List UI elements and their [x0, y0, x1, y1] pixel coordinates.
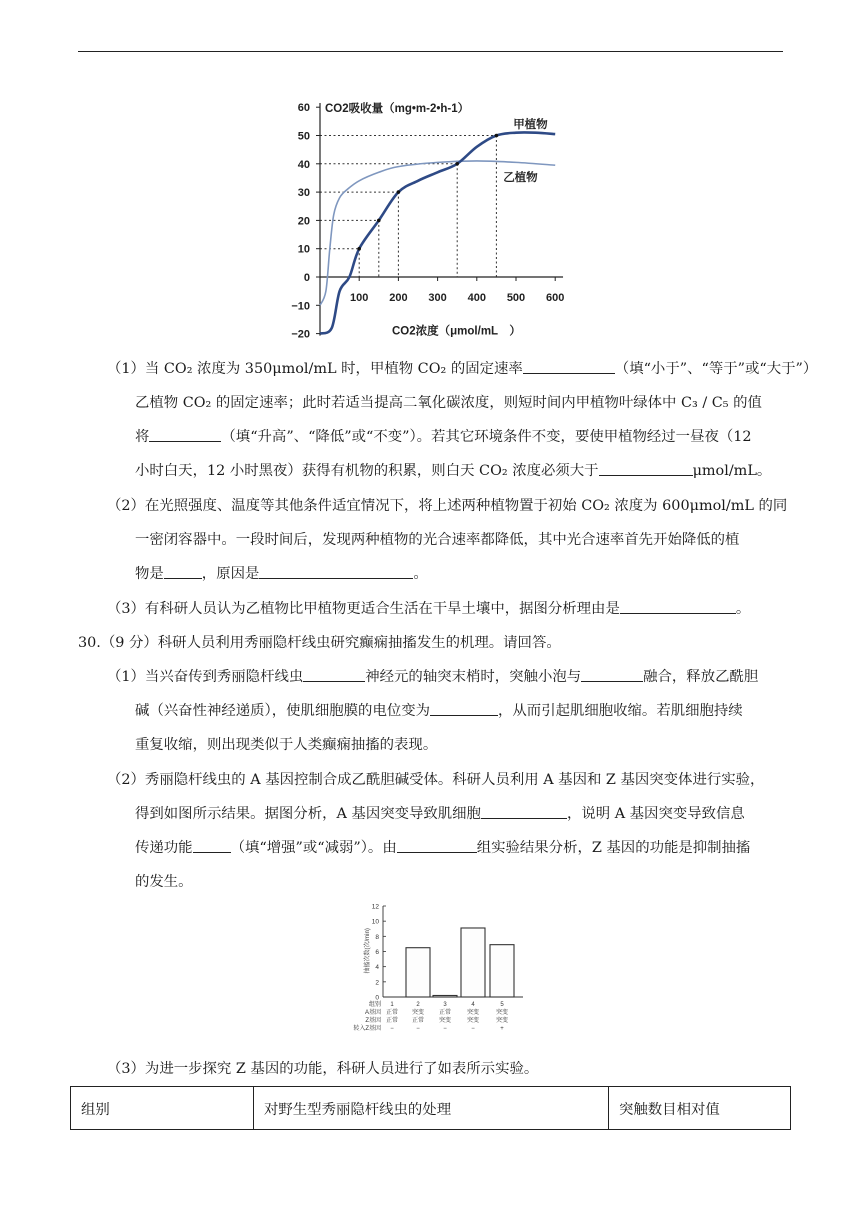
group-number: 4 — [471, 1002, 475, 1008]
y-tick-label: 6 — [375, 949, 379, 956]
y-tick-label: 30 — [297, 187, 310, 200]
y-tick-label: 0 — [303, 272, 310, 284]
experiment-table — [70, 1086, 791, 1130]
z-gene-state: 突变 — [495, 1018, 509, 1024]
z-transgene-state: + — [500, 1026, 504, 1032]
z-transgene-state: − — [443, 1026, 447, 1032]
group-number: 1 — [390, 1002, 394, 1008]
legend-jia: 甲植物 — [513, 118, 548, 131]
y-tick-label: 4 — [375, 964, 379, 972]
x-tick-label: 600 — [546, 292, 565, 304]
a-gene-state: 正常 — [385, 1010, 399, 1016]
q1-line2: 乙植物 CO₂ 的固定速率；此时若适当提高二氧化碳浓度，则短时间内甲植物叶绿体中 C₃ / C₅ 的值 — [135, 395, 762, 411]
y-tick-label: 60 — [297, 102, 310, 115]
q30-2-line1: （2）秀丽隐杆线虫的 A 基因控制合成乙酰胆碱受体。科研人员利用 A 基因和 Z 基因突变体进行实验， — [107, 772, 765, 788]
co2-absorption-line-chart — [280, 95, 590, 345]
y-tick-label: 0 — [375, 994, 379, 1002]
q30-2-line3: 传递功能 （填“增强”或“减弱”）。由 组实验结果分析，Z 基因的功能是抑制抽搐 — [135, 840, 751, 856]
group-number: 3 — [443, 1002, 447, 1008]
bar-group-5 — [490, 945, 514, 997]
convulsion-bar-chart — [340, 900, 530, 1045]
z-transgene-state: − — [471, 1026, 475, 1032]
answer-blank[interactable] — [599, 461, 693, 476]
question-30-title: 30.（9 分）科研人员利用秀丽隐杆线虫研究癫痫抽搐发生的机理。请回答。 — [78, 635, 561, 651]
data-point — [377, 219, 381, 223]
answer-blank[interactable] — [303, 667, 365, 682]
q30-1-line2: 碱（兴奋性神经递质），使肌细胞膜的电位变为 ，从而引起肌细胞收缩。若肌细胞持续 — [135, 703, 743, 719]
answer-blank[interactable] — [164, 564, 202, 579]
y-tick-label: 10 — [371, 918, 379, 926]
header-rule — [78, 51, 783, 52]
answer-blank[interactable] — [259, 564, 413, 579]
answer-blank[interactable] — [193, 838, 231, 853]
group-number: 5 — [500, 1002, 504, 1008]
data-point — [455, 162, 459, 166]
x-tick-label: 100 — [350, 292, 369, 304]
y-tick-label: 10 — [297, 243, 310, 256]
q2-line2: 一密闭容器中。一段时间后，发现两种植物的光合速率都降低，其中光合速率首先开始降低的植 — [135, 532, 740, 548]
x-tick-label: 500 — [506, 292, 526, 304]
answer-blank[interactable] — [523, 359, 615, 374]
q30-1-line3: 重复收缩，则出现类似于人类癫痫抽搐的表现。 — [135, 737, 438, 753]
row-label: 组别 — [368, 1002, 381, 1008]
y-tick-label: 20 — [297, 215, 310, 228]
z-transgene-state: − — [416, 1026, 420, 1032]
row-label: 转入Z基因 — [353, 1026, 381, 1032]
q2-line3: 物是 ，原因是 。 — [135, 566, 428, 582]
z-gene-state: 正常 — [385, 1018, 399, 1024]
y-tick-label: −20 — [291, 328, 310, 341]
q2-line1: （2）在光照强度、温度等其他条件适宜情况下，将上述两种植物置于初始 CO₂ 浓度为 600μmol/mL 的同 — [107, 498, 788, 514]
z-transgene-state: − — [390, 1026, 394, 1032]
answer-blank[interactable] — [581, 667, 643, 682]
bar-group-2 — [406, 948, 430, 997]
answer-blank[interactable] — [397, 838, 477, 853]
y-tick-label: 2 — [375, 979, 379, 987]
y-axis-title: 抽搐次数(次/min) — [365, 928, 371, 974]
x-axis-title: CO2浓度（μmol/mL ） — [392, 325, 521, 338]
data-point — [397, 190, 401, 194]
q3-line: （3）有科研人员认为乙植物比甲植物更适合生活在干旱土壤中，据图分析理由是 。 — [107, 601, 751, 617]
table-header-cell: 对野生型秀丽隐杆线虫的处理 — [254, 1087, 609, 1130]
y-tick-label: −10 — [291, 300, 310, 313]
answer-blank[interactable] — [620, 599, 736, 614]
group-number: 2 — [416, 1002, 420, 1008]
x-tick-label: 200 — [389, 292, 408, 304]
q30-2-line4: 的发生。 — [135, 874, 193, 890]
a-gene-state: 突变 — [411, 1010, 425, 1016]
x-tick-label: 300 — [428, 292, 447, 304]
bar-group-3 — [433, 995, 457, 997]
x-tick-label: 400 — [467, 292, 486, 304]
y-tick-label: 8 — [375, 933, 379, 941]
answer-blank[interactable] — [430, 701, 498, 716]
y-tick-label: 40 — [297, 158, 310, 171]
z-gene-state: 突变 — [466, 1018, 480, 1024]
a-gene-state: 突变 — [466, 1010, 480, 1016]
table-header-cell: 突触数目相对值 — [609, 1087, 791, 1130]
answer-blank[interactable] — [149, 427, 221, 442]
q1-line4: 小时白天，12 小时黑夜）获得有机物的积累，则白天 CO₂ 浓度必须大于 μmol/mL。 — [135, 463, 772, 479]
bar-group-4 — [461, 928, 485, 997]
y-axis-title: CO2吸收量（mg•m-2•h-1） — [325, 103, 470, 115]
legend-yi: 乙植物 — [503, 171, 538, 184]
table-header-row — [71, 1087, 791, 1130]
q30-1-line1: （1）当兴奋传到秀丽隐杆线虫 神经元的轴突末梢时，突触小泡与 融合，释放乙酰胆 — [107, 669, 759, 685]
q30-3-line: （3）为进一步探究 Z 基因的功能，科研人员进行了如表所示实验。 — [107, 1061, 539, 1077]
z-gene-state: 正常 — [411, 1018, 425, 1024]
table-header-cell: 组别 — [71, 1087, 254, 1130]
q1-line1: （1）当 CO₂ 浓度为 350μmol/mL 时，甲植物 CO₂ 的固定速率 （填“小于”、“等于”或“大于”） — [107, 361, 818, 377]
data-point — [495, 134, 499, 138]
q1-line3: 将 （填“升高”、“降低”或“不变”）。若其它环境条件不变，要使甲植物经过一昼夜（12 — [135, 429, 752, 445]
a-gene-state: 突变 — [495, 1010, 509, 1016]
q30-2-line2: 得到如图所示结果。据图分析，A 基因突变导致肌细胞 ，说明 A 基因突变导致信息 — [135, 806, 745, 822]
row-label: A基因 — [364, 1010, 381, 1016]
row-label: Z基因 — [365, 1018, 381, 1024]
a-gene-state: 正常 — [438, 1010, 452, 1016]
y-tick-label: 12 — [371, 903, 379, 911]
z-gene-state: 突变 — [438, 1018, 452, 1024]
y-tick-label: 50 — [297, 130, 310, 143]
answer-blank[interactable] — [481, 804, 567, 819]
data-point — [357, 247, 361, 251]
